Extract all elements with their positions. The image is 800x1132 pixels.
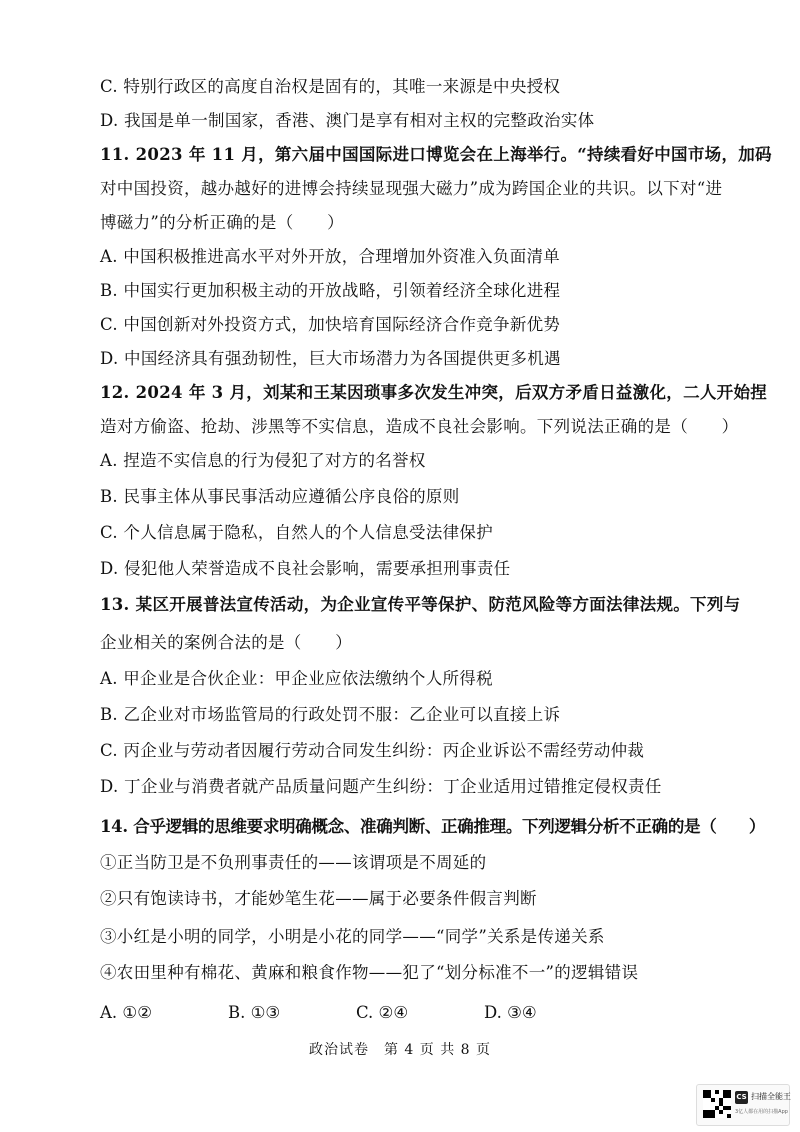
question-12-stem: 造对方偷盗、抢劫、涉黑等不实信息，造成不良社会影响。下列说法正确的是（ ） (100, 417, 739, 436)
question-11-stem: 11. 2023 年 11 月，第六届中国国际进口博览会在上海举行。“持续看好中国市场，加码 (100, 145, 772, 164)
option-line: A. 捏造不实信息的行为侵犯了对方的名誉权 (100, 451, 426, 470)
watermark-title: 扫描全能王 (751, 1092, 791, 1101)
option-line: A. 中国积极推进高水平对外开放，合理增加外资准入负面清单 (100, 247, 561, 266)
option-line: C. 中国创新对外投资方式，加快培育国际经济合作竞争新优势 (100, 315, 561, 334)
option-line: C. 特别行政区的高度自治权是固有的，其唯一来源是中央授权 (100, 77, 561, 96)
answer-option-a: A. ①② (100, 1003, 152, 1022)
question-11-stem: 博磁力”的分析正确的是（ ） (100, 213, 344, 232)
watermark-subtitle: 3亿人都在用的扫描App (735, 1109, 788, 1115)
question-13-stem: 企业相关的案例合法的是（ ） (100, 633, 352, 652)
option-line: D. 我国是单一制国家，香港、澳门是享有相对主权的完整政治实体 (100, 111, 595, 130)
scanner-watermark (696, 1084, 790, 1126)
page-footer: 政治试卷 第 4 页 共 8 页 (308, 1042, 492, 1058)
answer-option-d: D. ③④ (484, 1003, 537, 1022)
option-line: C. 丙企业与劳动者因履行劳动合同发生纠纷：丙企业诉讼不需经劳动仲裁 (100, 741, 645, 760)
option-line: A. 甲企业是合伙企业：甲企业应依法缴纳个人所得税 (100, 669, 493, 688)
option-line: D. 丁企业与消费者就产品质量问题产生纠纷：丁企业适用过错推定侵权责任 (100, 777, 662, 796)
statement-line: ④农田里种有棉花、黄麻和粮食作物——犯了“划分标准不一”的逻辑错误 (100, 963, 639, 982)
statement-line: ①正当防卫是不负刑事责任的——该谓项是不周延的 (100, 853, 487, 872)
camscanner-logo: CS (735, 1091, 748, 1104)
question-13-stem: 13. 某区开展普法宣传活动，为企业宣传平等保护、防范风险等方面法律法规。下列与 (100, 595, 741, 614)
option-line: B. 民事主体从事民事活动应遵循公序良俗的原则 (100, 487, 460, 506)
option-line: B. 中国实行更加积极主动的开放战略，引领着经济全球化进程 (100, 281, 561, 300)
answer-options (100, 1002, 620, 1024)
question-11-stem: 对中国投资，越办越好的进博会持续显现强大磁力”成为跨国企业的共识。以下对“进 (100, 179, 723, 198)
statement-line: ③小红是小明的同学，小明是小花的同学——“同学”关系是传递关系 (100, 927, 605, 946)
statement-line: ②只有饱读诗书，才能妙笔生花——属于必要条件假言判断 (100, 889, 537, 908)
option-line: D. 侵犯他人荣誉造成不良社会影响，需要承担刑事责任 (100, 559, 511, 578)
option-line: D. 中国经济具有强劲韧性，巨大市场潜力为各国提供更多机遇 (100, 349, 561, 368)
question-12-stem: 12. 2024 年 3 月，刘某和王某因琐事多次发生冲突，后双方矛盾日益激化，二人开始捏 (100, 383, 768, 402)
qr-code-icon (703, 1090, 731, 1118)
question-14-stem: 14. 合乎逻辑的思维要求明确概念、准确判断、正确推理。下列逻辑分析不正确的是（ ） (100, 817, 766, 836)
answer-option-c: C. ②④ (356, 1003, 409, 1022)
option-line: B. 乙企业对市场监管局的行政处罚不服：乙企业可以直接上诉 (100, 705, 561, 724)
answer-option-b: B. ①③ (228, 1003, 281, 1022)
option-line: C. 个人信息属于隐私，自然人的个人信息受法律保护 (100, 523, 494, 542)
